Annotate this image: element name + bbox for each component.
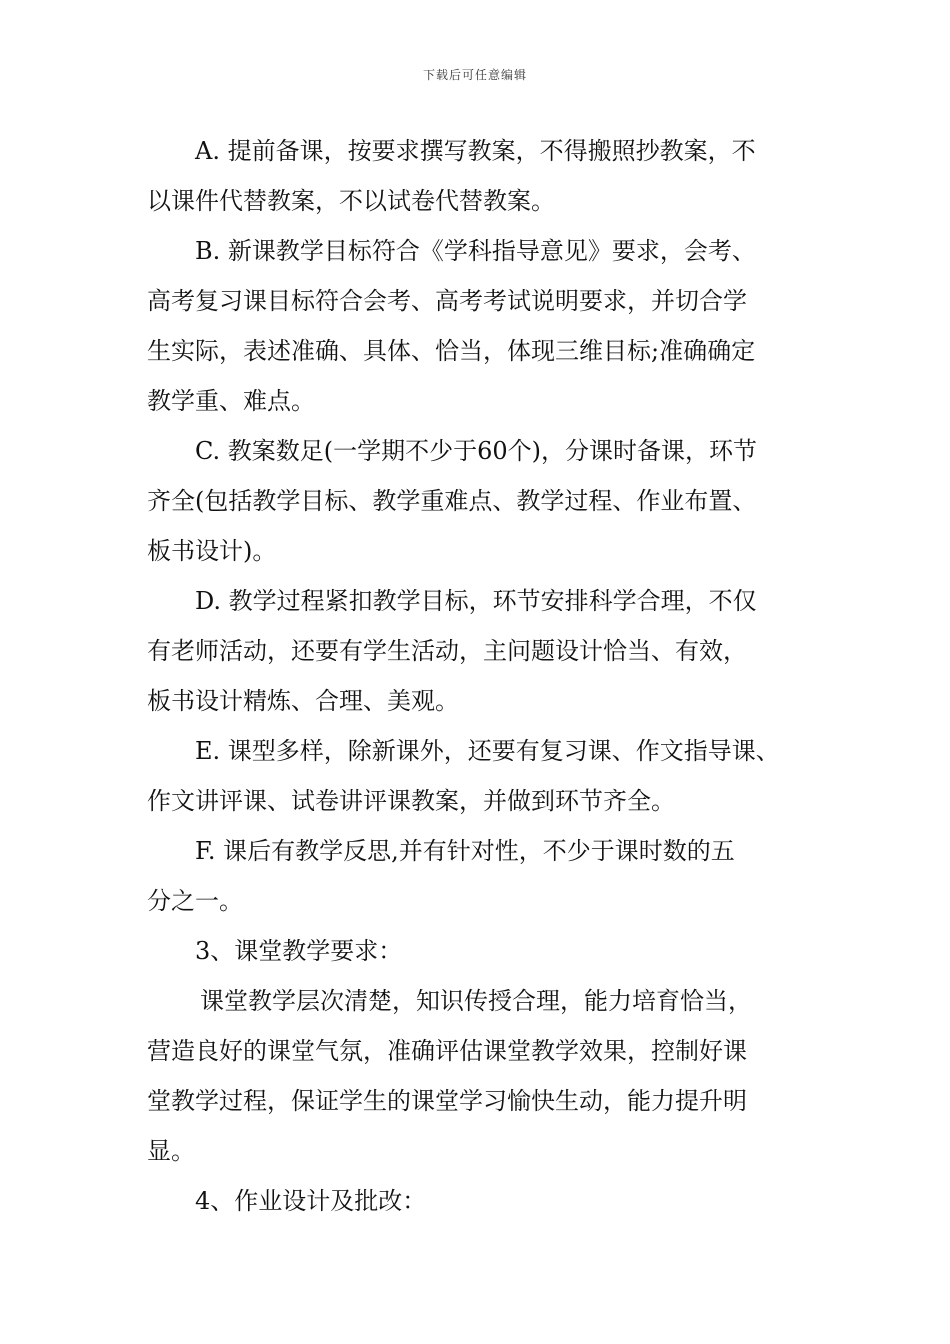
paragraph-d-line-3: 板书设计精炼、合理、美观。 [147,687,459,715]
paragraph-a-line-2: 以课件代替教案，不以试卷代替教案。 [147,187,555,215]
section-4-heading: 4、作业设计及批改： [195,1187,427,1215]
paragraph-c-line-3: 板书设计)。 [147,537,277,565]
paragraph-d-line-2: 有老师活动，还要有学生活动，主问题设计恰当、有效， [147,637,747,665]
section-3-line-1: 课堂教学层次清楚，知识传授合理，能力培育恰当， [200,987,752,1015]
header-note: 下载后可任意编辑 [422,68,527,82]
paragraph-e-line-2: 作文讲评课、试卷讲评课教案，并做到环节齐全。 [147,787,675,815]
section-3-line-3: 堂教学过程，保证学生的课堂学习愉快生动，能力提升明 [147,1087,747,1115]
section-3-heading: 3、课堂教学要求： [195,937,403,965]
paragraph-a-line-1: A. 提前备课，按要求撰写教案，不得搬照抄教案，不 [195,137,756,165]
section-3-line-4: 显。 [147,1137,195,1165]
paragraph-b-line-4: 教学重、难点。 [147,387,315,415]
paragraph-b-line-1: B. 新课教学目标符合《学科指导意见》要求，会考、 [195,237,756,265]
paragraph-b-line-2: 高考复习课目标符合会考、高考考试说明要求，并切合学 [147,287,747,315]
paragraph-f-line-2: 分之一。 [147,887,243,915]
paragraph-e-line-1: E. 课型多样，除新课外，还要有复习课、作文指导课、 [195,737,780,765]
paragraph-d-line-1: D. 教学过程紧扣教学目标，环节安排科学合理，不仅 [195,587,757,615]
paragraph-b-line-3: 生实际，表述准确、具体、恰当，体现三维目标;准确确定 [147,337,756,365]
paragraph-c-line-1: C. 教案数足(一学期不少于60个)，分课时备课，环节 [195,437,758,465]
paragraph-c-line-2: 齐全(包括教学目标、教学重难点、教学过程、作业布置、 [147,487,757,515]
paragraph-f-line-1: F. 课后有教学反思,并有针对性，不少于课时数的五 [195,837,735,865]
section-3-line-2: 营造良好的课堂气氛，准确评估课堂教学效果，控制好课 [147,1037,747,1065]
